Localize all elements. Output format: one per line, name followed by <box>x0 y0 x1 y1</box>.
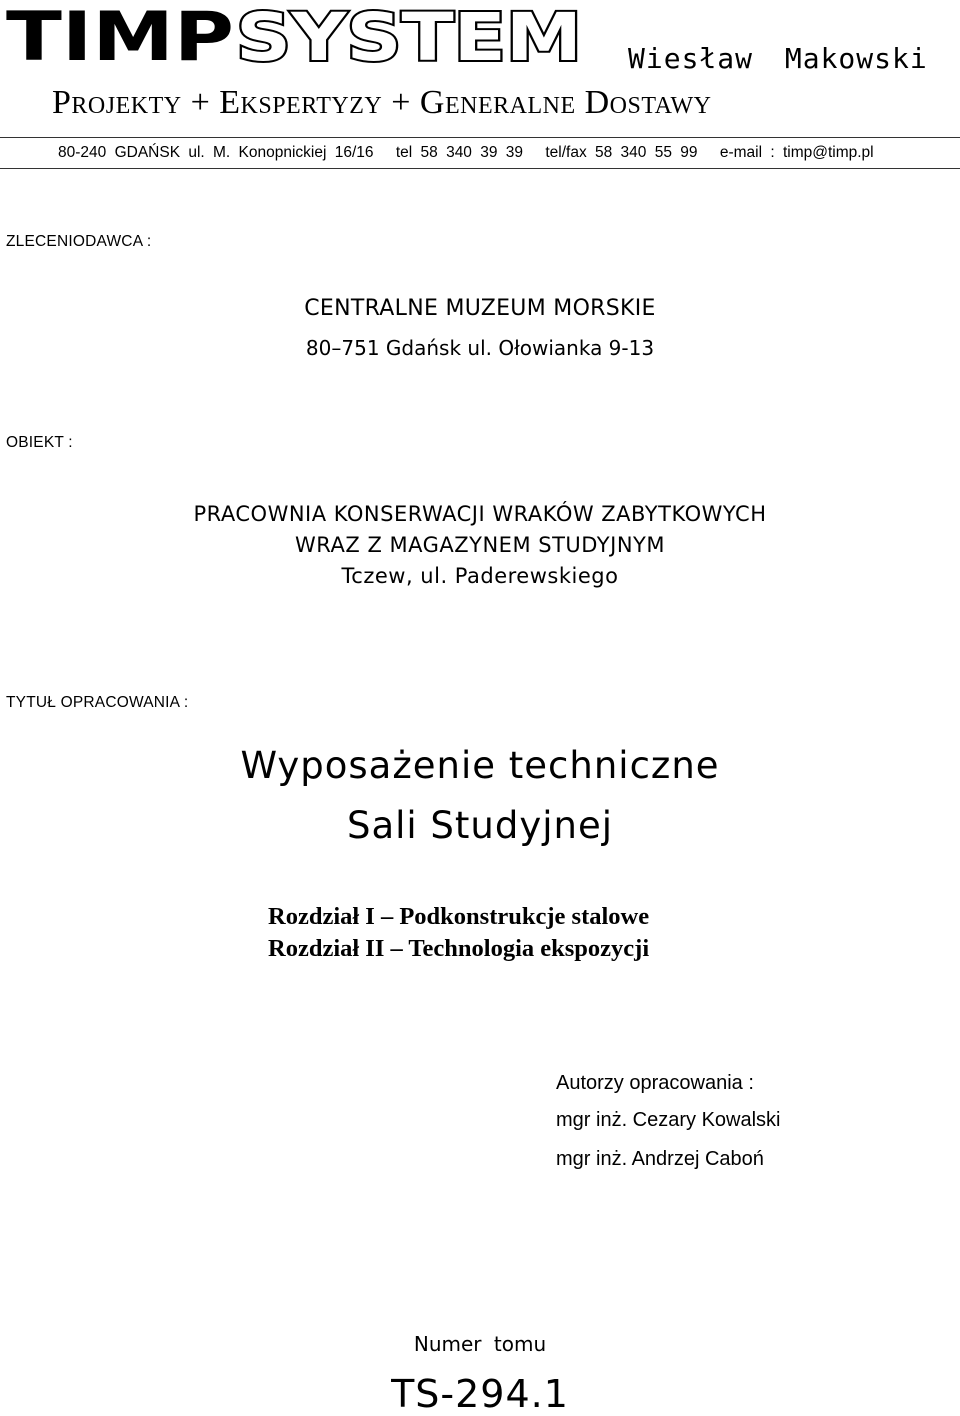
chapter-1: Rozdział I – Podkonstrukcje stalowe <box>268 903 650 930</box>
study-title-label: TYTUŁ OPRACOWANIA : <box>6 694 189 711</box>
client-name: CENTRALNE MUZEUM MORSKIE <box>304 296 656 321</box>
study-title-line-1: Wyposażenie techniczne <box>240 744 720 787</box>
volume-label: Numer tomu <box>413 1332 547 1356</box>
object-line-3: Tczew, ul. Paderewskiego <box>341 564 619 588</box>
object-label: OBIEKT : <box>6 434 73 451</box>
company-logo <box>6 4 596 66</box>
contact-tel: tel 58 340 39 39 <box>395 144 524 161</box>
authors-label: Autorzy opracowania : <box>556 1072 754 1094</box>
logo-text-timp: TIMP <box>6 4 234 66</box>
client-label: ZLECENIODAWCA : <box>6 233 152 250</box>
volume-number: TS-294.1 <box>391 1372 569 1416</box>
header-divider-bottom <box>0 168 960 169</box>
company-tagline: Projekty + Ekspertyzy + Generalne Dostawy <box>52 84 712 121</box>
author-1: mgr inż. Cezary Kowalski <box>556 1109 781 1131</box>
object-line-1: PRACOWNIA KONSERWACJI WRAKÓW ZABYTKOWYCH <box>193 502 767 526</box>
object-line-2: WRAZ Z MAGAZYNEM STUDYJNYM <box>295 533 665 557</box>
contact-fax: tel/fax 58 340 55 99 <box>545 144 698 161</box>
chapter-2: Rozdział II – Technologia ekspozycji <box>268 935 650 962</box>
author-2: mgr inż. Andrzej Caboń <box>556 1148 764 1170</box>
logo-text-system: SYSTEM <box>236 4 582 66</box>
author-name: Wiesław Makowski <box>628 42 928 75</box>
contact-line <box>58 144 888 162</box>
contact-email: e-mail : timp@timp.pl <box>719 144 874 161</box>
header-divider-top <box>0 137 960 138</box>
study-title-line-2: Sali Studyjnej <box>346 804 614 847</box>
contact-address: 80-240 GDAŃSK ul. M. Konopnickiej 16/16 <box>58 144 374 161</box>
client-address: 80–751 Gdańsk ul. Ołowianka 9-13 <box>305 336 655 360</box>
